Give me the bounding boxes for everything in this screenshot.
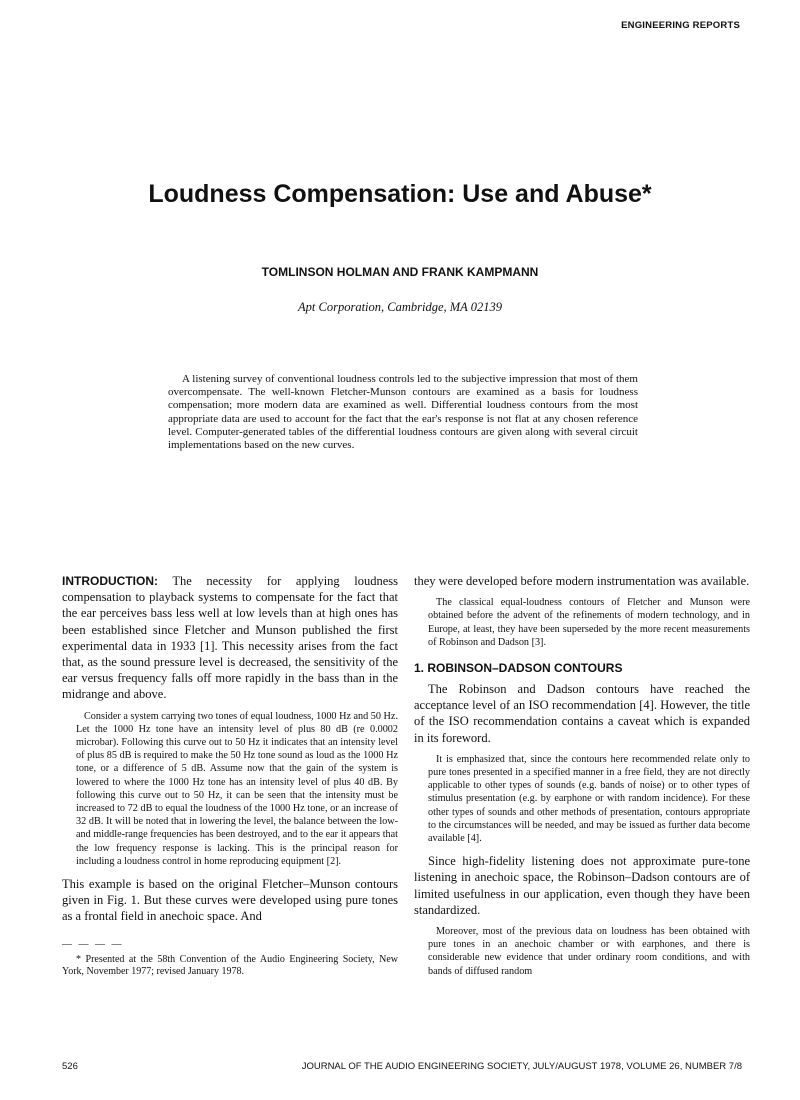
running-header: ENGINEERING REPORTS xyxy=(621,20,740,31)
body-paragraph: The Robinson and Dadson contours have reached the acceptance level of an ISO recommendation [4]. However, the title of the ISO recommendation contains a caveat which is expanded in its foreword. xyxy=(414,682,750,745)
body-paragraph: This example is based on the original Fletcher–Munson contours given in Fig. 1. But these curves were developed using pure tones as a frontal field in anechoic space. And xyxy=(62,877,398,924)
body-paragraph: Since high-fidelity listening does not approximate pure-tone listening in anechoic space, the Robinson–Dadson contours are of limited usefulness in our application, even though they have been standardized. xyxy=(414,854,750,917)
paper-title: Loudness Compensation: Use and Abuse* xyxy=(148,180,652,208)
block-quote: The classical equal-loudness contours of Fletcher and Munson were obtained before the advent of the refinements of modern technology, and in Europe, at least, they have been superseded by the more recent measurements of Robinson and Dadson [3]. xyxy=(428,597,750,648)
footnote-rule: — — — — xyxy=(62,938,124,950)
left-column xyxy=(62,573,398,979)
block-quote: Moreover, most of the previous data on loudness has been obtained with pure tones in an anechoic chamber or with earphones, and there is considerable new evidence that under ordinary room conditions, and with bands of diffused random xyxy=(428,926,750,977)
journal-citation: JOURNAL OF THE AUDIO ENGINEERING SOCIETY, JULY/AUGUST 1978, VOLUME 26, NUMBER 7/8 xyxy=(301,1061,742,1072)
footnote: * Presented at the 58th Convention of the Audio Engineering Society, New York, November 1977; revised January 1978. xyxy=(62,953,398,978)
affiliation: Apt Corporation, Cambridge, MA 02139 xyxy=(298,300,502,314)
page-number: 526 xyxy=(62,1061,78,1072)
block-quote: Consider a system carrying two tones of equal loudness, 1000 Hz and 50 Hz. Let the 1000 Hz tone have an intensity level of plus 80 dB (re 0.0002 microbar). Following this curve out to 50 Hz it indicates that an intensity level of plus 85 dB is required to make the 50 Hz tone sound as loud as the 1000 Hz tone, or a difference of 5 dB. Assume now that the gain of the system is lowered to where the 1000 Hz tone has an intensity level of plus 40 dB. By following this curve out to 50 Hz, it can be seen that the intensity must be increased to 72 dB to equal the loudness of the 1000 Hz tone, or an increase of 32 dB. It will be noted that in lowering the level, the balance between the low- and middle-range frequencies has been destroyed, and to the ear it appears that the low frequency response is lacking. This is the principal reason for including a loudness control in home reproducing equipment [2]. xyxy=(76,710,398,867)
abstract: A listening survey of conventional loudness controls led to the subjective impression that most of them overcompensate. The well-known Fletcher-Munson contours are examined as a basis for loudness compensation; more modern data are examined as well. Differential loudness contours from the most appropriate data are used to account for the fact that the ear's response is not flat at any chosen reference level. Computer-generated tables of the differential loudness contours are given along with several circuit implementations based on the new curves. xyxy=(168,373,638,452)
section-heading: 1. ROBINSON–DADSON CONTOURS xyxy=(414,661,623,676)
intro-text: The necessity for applying loudness compensation to playback systems to compensate for the fact that the ear perceives bass less well at low levels than at high ones has been established since Fletcher and Munson published the first experimental data in 1933 [1]. This necessity arises from the fact that, as the sound pressure level is decreased, the sensitivity of the ear versus frequency falls off more rapidly in the bass than in the midrange and above. xyxy=(62,574,398,702)
body-paragraph: they were developed before modern instrumentation was available. xyxy=(414,574,750,588)
intro-paragraph xyxy=(62,573,398,703)
intro-label: INTRODUCTION: xyxy=(62,574,158,588)
right-column xyxy=(414,573,750,986)
author-list: TOMLINSON HOLMAN AND FRANK KAMPMANN xyxy=(261,265,539,279)
block-quote: It is emphasized that, since the contours here recommended relate only to pure tones presented in a specified manner in a free field, they are not directly applicable to other types of sounds (e.g. bands of noise) or to other types of stimulus presentation (e.g. by earphone or with random incidence). For these other types of sounds and other methods of presentation, contours appropriate to the circumstances will be needed, and may be issued as further data become available [4]. xyxy=(428,753,750,845)
